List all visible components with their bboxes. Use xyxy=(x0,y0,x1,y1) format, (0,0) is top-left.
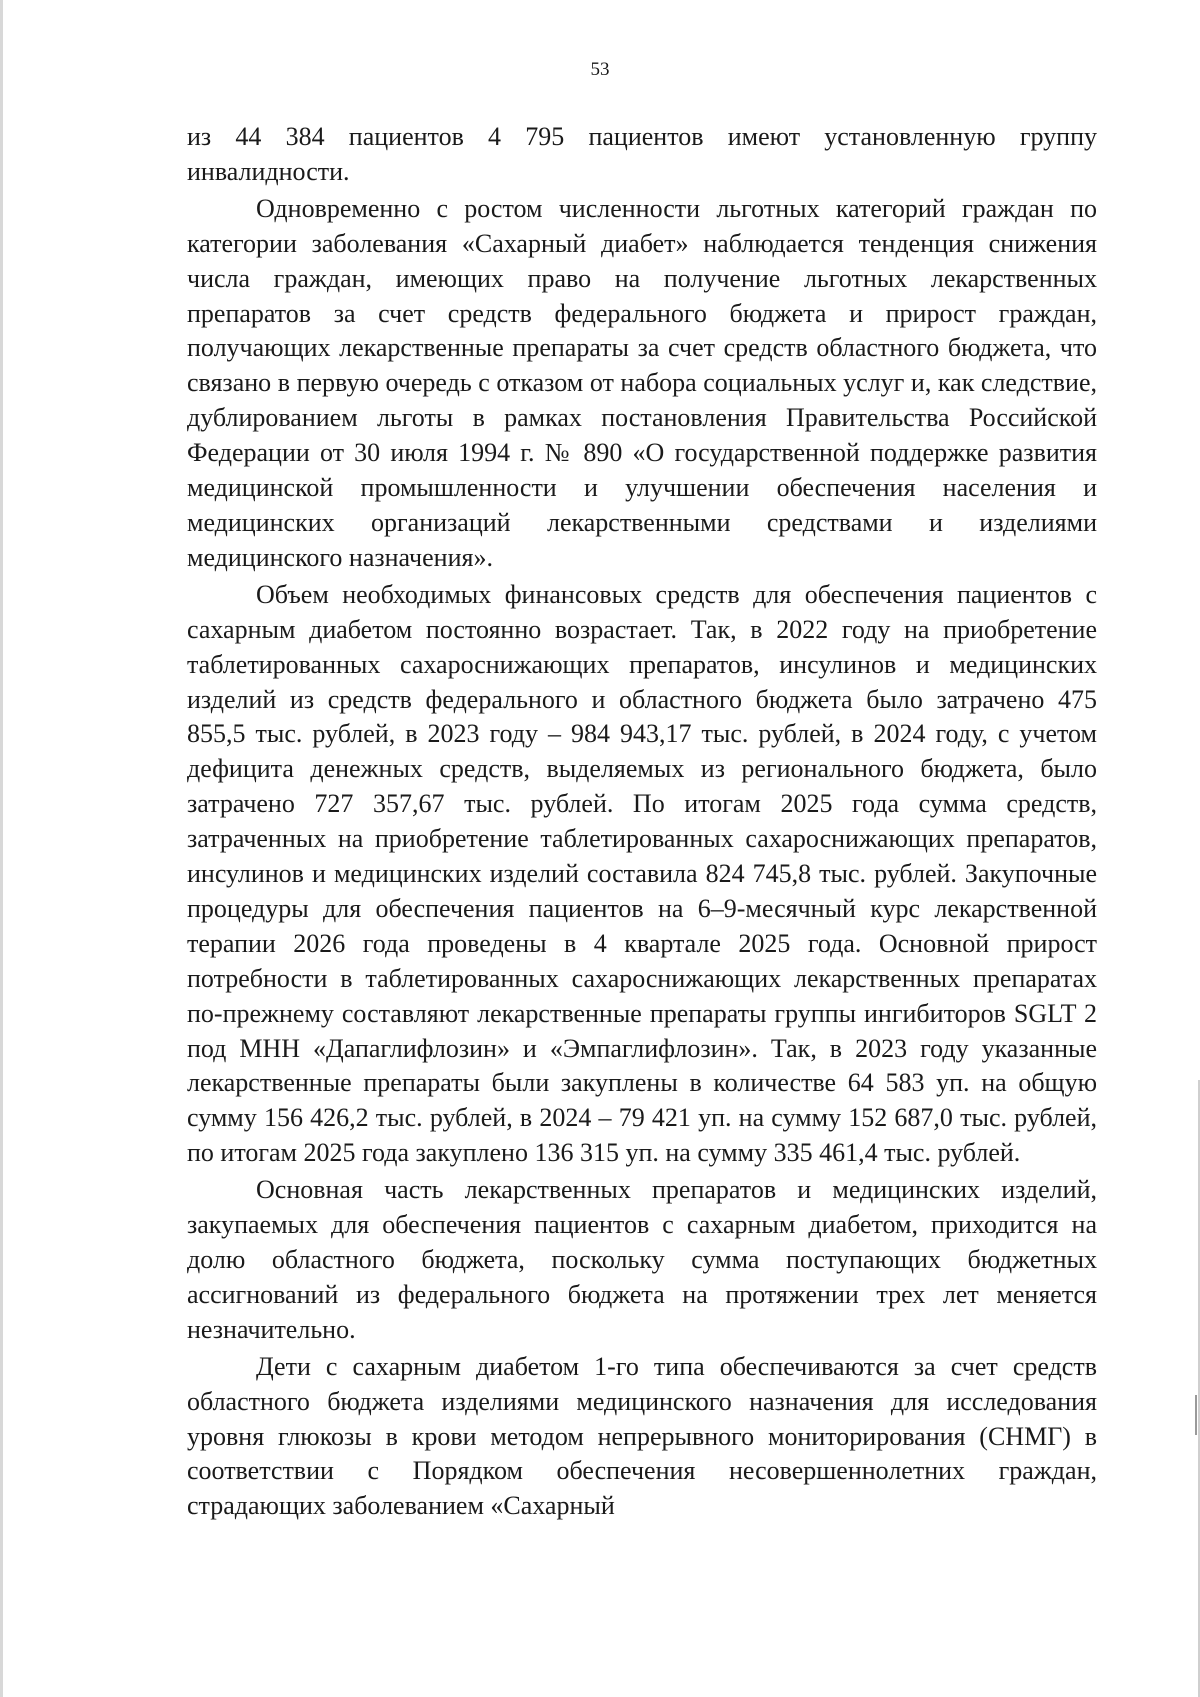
scan-artifact-mark xyxy=(1195,1395,1197,1435)
paragraph-benefit-categories: Одновременно с ростом численности льготных категорий граждан по категории заболевания «Сахарный диабет» наблюдается тенденция снижения числа граждан, имеющих право на получение льготных лекарственных препаратов за счет средств федерального бюджета и прирост граждан, получающих лекарственные препараты за счет средств областного бюджета, что связано в первую очередь с отказом от набора социальных услуг и, как следствие, дублированием льготы в рамках постановления Правительства Российской Федерации от 30 июля 1994 г. № 890 «О государственной поддержке развития медицинской промышленности и улучшении обеспечения населения и медицинских организаций лекарственными средствами и изделиями медицинского назначения». xyxy=(187,193,1097,572)
paragraph-regional-budget: Основная часть лекарственных препаратов и медицинских изделий, закупаемых для обеспечения пациентов с сахарным диабетом, приходится на долю областного бюджета, поскольку сумма поступающих бюджетных ассигнований из федерального бюджета на протяжении трех лет меняется незначительно. xyxy=(187,1175,1097,1344)
paragraph-children-diabetes: Дети с сахарным диабетом 1-го типа обеспечиваются за счет средств областного бюджета изделиями медицинского назначения для исследования уровня глюкозы в крови методом непрерывного мониторирования (СНМГ) в соответствии с Порядком обеспечения несовершеннолетних граждан, страдающих заболеванием «Сахарный xyxy=(187,1351,1097,1521)
paragraph-financial-volume: Объем необходимых финансовых средств для обеспечения пациентов с сахарным диабетом постоянно возрастает. Так, в 2022 году на приобретение таблетированных сахароснижающих препаратов, инсулинов и медицинских изделий из средств федерального и областного бюджета было затрачено 475 855,5 тыс. рублей, в 2023 году – 984 943,17 тыс. рублей, в 2024 году, с учетом дефицита денежных средств, выделяемых из регионального бюджета, было затрачено 727 357,67 тыс. рублей. По итогам 2025 года сумма средств, затраченных на приобретение таблетированных сахароснижающих препаратов, инсулинов и медицинских изделий составила 824 745,8 тыс. рублей. Закупочные процедуры для обеспечения пациентов на 6–9-месячный курс лекарственной терапии 2026 года проведены в 4 квартале 2025 года. Основной прирост потребности в таблетированных сахароснижающих лекарственных препаратах по-прежнему составляют лекарственные препараты группы ингибиторов SGLT 2 под МНН «Дапаглифлозин» и «Эмпаглифлозин». Так, в 2023 году указанные лекарственные препараты были закуплены в количестве 64 583 уп. на общую сумму 156 426,2 тыс. рублей, в 2024 – 79 421 уп. на сумму 152 687,0 тыс. рублей, по итогам 2025 года закуплено 136 315 уп. на сумму 335 461,4 тыс. рублей. xyxy=(187,579,1097,1168)
page-number: 53 xyxy=(590,59,610,80)
scan-left-edge xyxy=(0,0,3,1697)
document-body xyxy=(187,120,1097,1524)
paragraph-continuation: из 44 384 пациентов 4 795 пациентов имеют установленную группу инвалидности. xyxy=(187,122,1097,186)
